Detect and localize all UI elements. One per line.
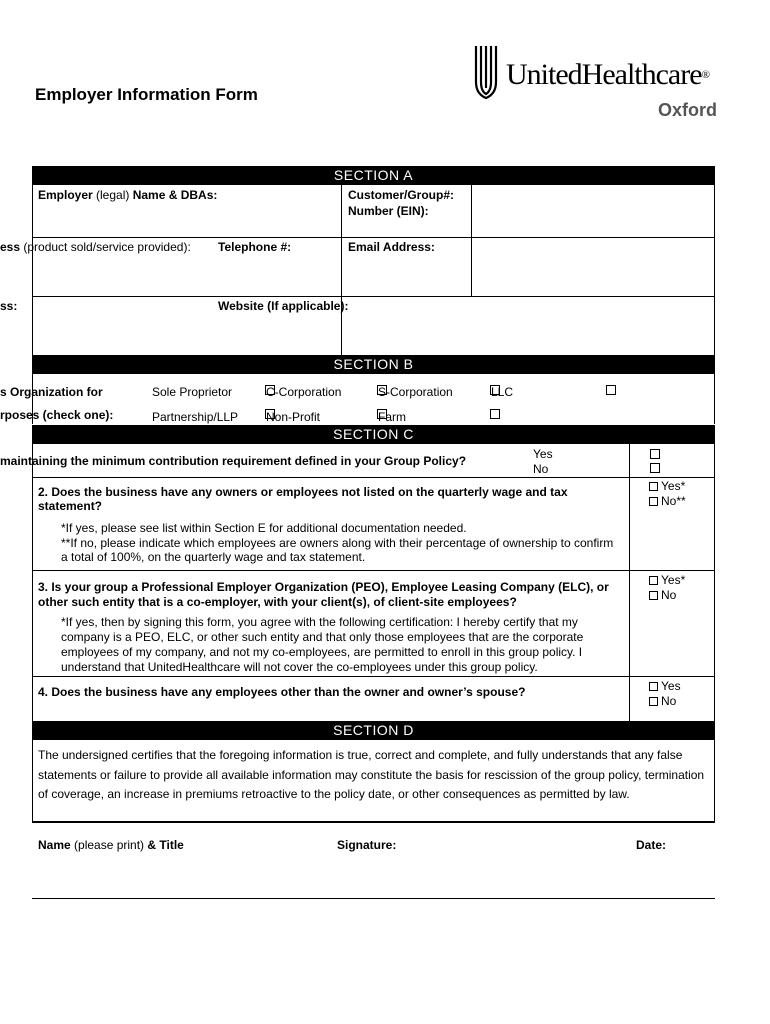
q1-text: maintaining the minimum contribution requirement defined in your Group Policy?	[0, 454, 467, 468]
employer-name-field[interactable]	[36, 205, 336, 235]
option-farm: Farm	[378, 410, 406, 424]
q2-yes-checkbox[interactable]	[649, 482, 658, 491]
date-field[interactable]	[634, 855, 714, 897]
section-d-title: SECTION D	[32, 721, 715, 740]
email-label: Email Address:	[348, 240, 435, 254]
email-field[interactable]	[473, 239, 713, 294]
form-title: Employer Information Form	[35, 85, 258, 104]
customer-group-field[interactable]	[473, 187, 713, 235]
brand-sub: Oxford	[658, 100, 718, 120]
q4-text: 4. Does the business have any employees other than the owner and owner’s spouse?	[38, 685, 526, 699]
q2-options	[649, 479, 686, 508]
section-a-title: SECTION A	[32, 166, 715, 185]
q4-options	[649, 679, 681, 708]
q1-yes-checkbox[interactable]	[650, 449, 660, 459]
signature-line	[32, 898, 715, 899]
q2-text: 2. Does the business have any owners or employees not listed on the quarterly wage and tax statement?	[38, 485, 568, 513]
option-s-corporation: S-Corporation	[378, 385, 453, 399]
org-type-question: s Organization for rposes (check one):	[0, 385, 114, 422]
q1-no-checkbox[interactable]	[650, 463, 660, 473]
signature-label: Signature:	[337, 838, 397, 852]
q3-no-checkbox[interactable]	[649, 591, 658, 600]
name-title-field[interactable]	[34, 855, 324, 897]
q3-text: 3. Is your group a Professional Employer Organization (PEO), Employee Leasing Company (ELC), or other such entity that is a co-employer, with your client(s), of client-site employees?	[38, 580, 609, 609]
q1-no-label: No	[533, 462, 549, 476]
option-sole-proprietor: Sole Proprietor	[152, 385, 233, 399]
q2-no-option[interactable]: No**	[649, 494, 686, 508]
q3-note: *If yes, then by signing this form, you agree with the following certification: I hereby certify that my company is a PEO, ELC, or other such entity and that only those employees that are the corporate employees of my company, and not my co-employees, are permitted to enroll in this group policy. I understand that UnitedHealthcare will not cover the co-employees under this group policy.	[61, 615, 584, 674]
website-field[interactable]	[343, 316, 713, 352]
telephone-label: Telephone #:	[218, 240, 292, 254]
q2-note: *If yes, please see list within Section E for additional documentation needed. **If no, please indicate which employees are owners along with their percentage of ownership to confirm a total of 100%, on the quarterly wage and tax statement.	[61, 521, 614, 564]
q4-yes-checkbox[interactable]	[649, 682, 658, 691]
certification-text: The undersigned certifies that the foregoing information is true, correct and complete, and fully understands that any false statements or failure to provide all available information may constitute the basis for rescission of the group policy, termination of coverage, an increase in premiums retroactive to the policy date, or other consequences as permitted by law.	[38, 748, 705, 801]
option-c-corporation: C-Corporation	[266, 385, 342, 399]
option-non-profit: Non-Profit	[266, 410, 321, 424]
name-title-label: Name (please print) & Title	[38, 838, 184, 852]
q3-options	[649, 573, 685, 602]
q3-yes-option[interactable]: Yes*	[649, 573, 685, 587]
date-label: Date:	[636, 838, 667, 852]
q3-yes-checkbox[interactable]	[649, 576, 658, 585]
brand-registered: ®	[701, 69, 709, 81]
q2-yes-option[interactable]: Yes*	[649, 479, 686, 493]
brand-name: UnitedHealthcare	[506, 58, 702, 91]
section-b-title: SECTION B	[32, 355, 715, 374]
signature-field[interactable]	[334, 855, 624, 897]
address-label: ss:	[0, 299, 18, 313]
employer-name-label: Employer (legal) Name & DBAs:	[38, 188, 218, 202]
q4-no-option[interactable]: No	[649, 694, 681, 708]
website-label: Website (If applicable):	[218, 299, 349, 313]
checkbox-other-2[interactable]	[490, 409, 500, 419]
q2-no-checkbox[interactable]	[649, 497, 658, 506]
checkbox-other-1[interactable]	[606, 385, 616, 395]
customer-group-label: Customer/Group#: Number (EIN):	[348, 188, 455, 218]
q1-yes-label: Yes	[533, 447, 553, 461]
option-partnership-llp: Partnership/LLP	[152, 410, 239, 424]
business-type-label: ess (product sold/service provided):	[0, 240, 191, 254]
q4-yes-option[interactable]: Yes	[649, 679, 681, 693]
shield-logo-icon	[472, 44, 500, 100]
brand-logo	[472, 44, 732, 124]
q4-no-checkbox[interactable]	[649, 697, 658, 706]
option-llc: LLC	[491, 385, 514, 399]
q3-no-option[interactable]: No	[649, 588, 685, 602]
section-c-title: SECTION C	[32, 425, 715, 444]
